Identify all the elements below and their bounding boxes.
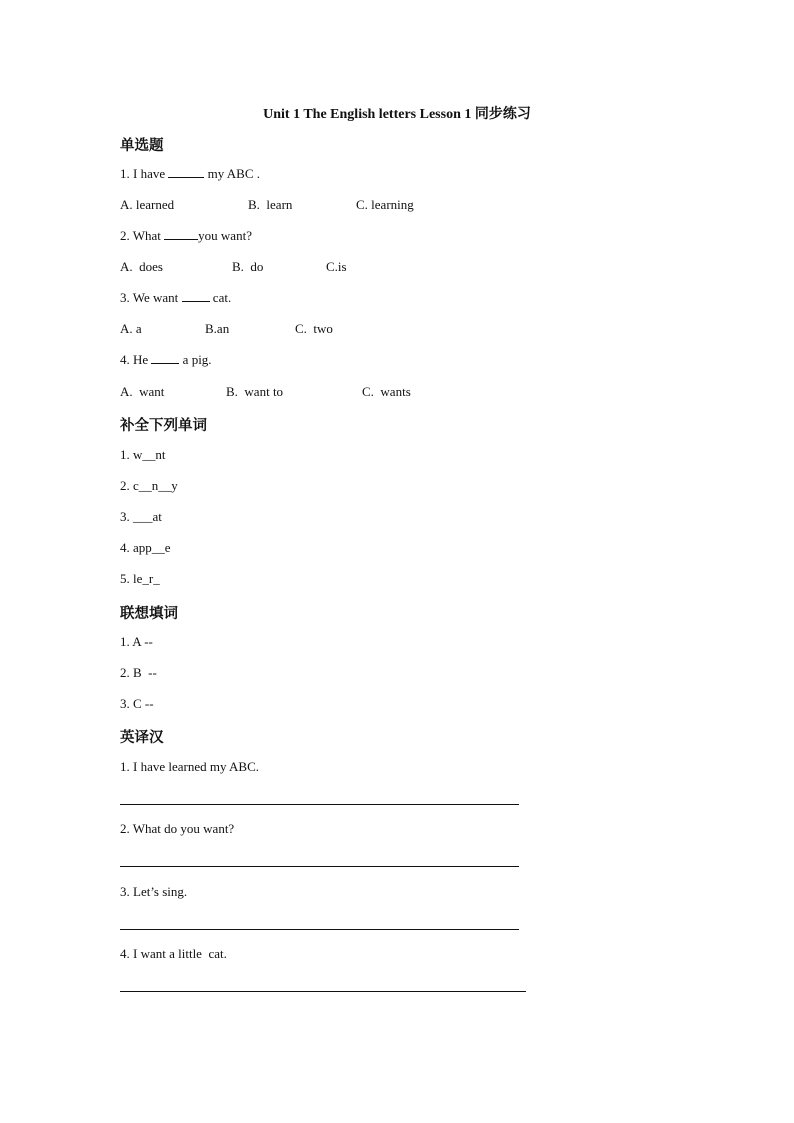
answer-blank [168, 166, 204, 178]
question-2-stem-pre: 2. What [120, 228, 165, 243]
association-item-2: 2. B -- [120, 665, 157, 680]
question-1-option-a: A. learned [120, 197, 175, 212]
question-4-stem-post: a pig. [179, 352, 212, 367]
answer-line [120, 804, 519, 805]
answer-blank [151, 352, 179, 364]
answer-blank [164, 228, 198, 240]
question-2-stem-post: you want? [198, 228, 252, 243]
question-1-stem-pre: 1. I have [120, 166, 169, 181]
question-2-option-a: A. does [120, 259, 163, 274]
question-2-option-c: C.is [326, 259, 347, 274]
fill-word-item-4: 4. app__e [120, 540, 171, 555]
question-4-option-a: A. want [120, 384, 165, 399]
fill-word-item-5: 5. le_r_ [120, 571, 160, 586]
fill-word-item-3: 3. ___at [120, 509, 162, 524]
association-item-1: 1. A -- [120, 634, 153, 649]
answer-line [120, 866, 519, 867]
fill-word-item-2: 2. c__n__y [120, 478, 178, 493]
question-2-option-b: B. do [232, 259, 264, 274]
answer-blank [182, 290, 210, 302]
question-3-stem-pre: 3. We want [120, 290, 182, 305]
question-1-option-c: C. learning [356, 197, 414, 212]
question-1-stem-post: my ABC . [204, 166, 260, 181]
section-heading-fill-words: 补全下列单词 [120, 418, 207, 434]
fill-word-item-1: 1. w__nt [120, 447, 166, 462]
question-4 [120, 352, 212, 368]
section-heading-single-choice: 单选题 [120, 138, 164, 154]
question-1-option-b: B. learn [248, 197, 293, 212]
page-title: Unit 1 The English letters Lesson 1 同步练习 [263, 107, 531, 122]
question-1 [120, 166, 260, 182]
section-heading-translate: 英译汉 [120, 730, 164, 746]
question-3-option-a: A. a [120, 321, 142, 336]
translate-item-3: 3. Let’s sing. [120, 884, 188, 899]
question-3 [120, 290, 231, 306]
question-3-option-b: B.an [205, 321, 230, 336]
question-4-option-c: C. wants [362, 384, 411, 399]
answer-line [120, 991, 526, 992]
translate-item-2: 2. What do you want? [120, 821, 235, 836]
section-heading-association: 联想填词 [120, 606, 178, 622]
translate-item-4: 4. I want a little cat. [120, 946, 227, 961]
question-3-stem-post: cat. [209, 290, 232, 305]
answer-line [120, 929, 519, 930]
question-2 [120, 228, 252, 244]
association-item-3: 3. C -- [120, 696, 154, 711]
question-4-option-b: B. want to [226, 384, 284, 399]
question-4-stem-pre: 4. He [120, 352, 152, 367]
question-3-option-c: C. two [295, 321, 333, 336]
translate-item-1: 1. I have learned my ABC. [120, 759, 259, 774]
